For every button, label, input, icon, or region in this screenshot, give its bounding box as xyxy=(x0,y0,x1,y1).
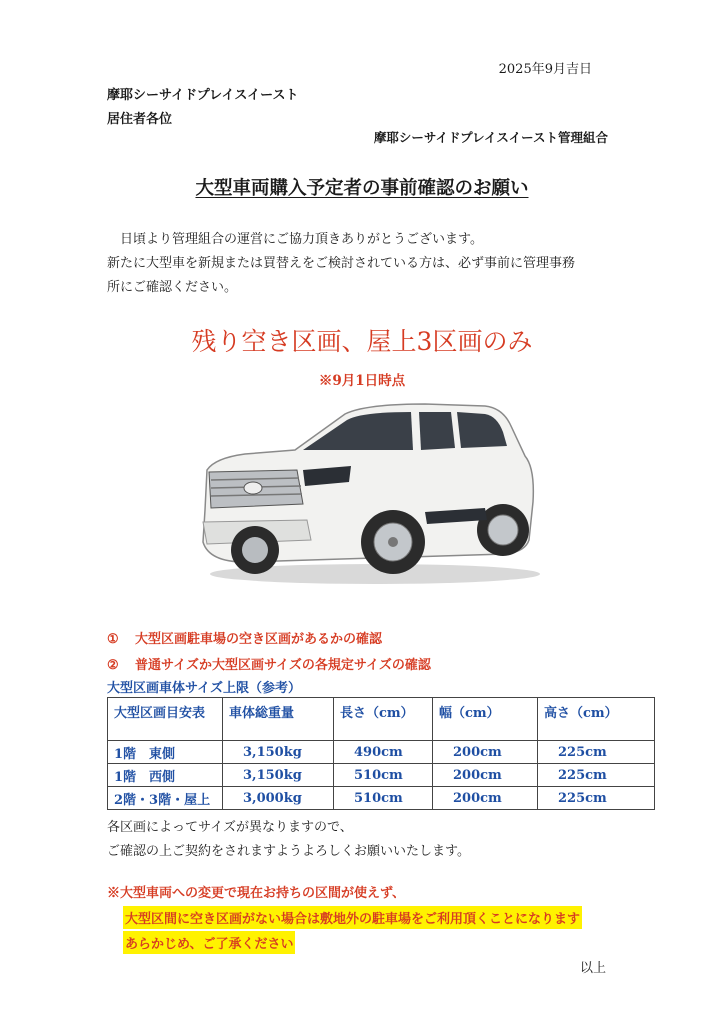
intro-line-3: 所にご確認ください。 xyxy=(107,280,238,295)
page-title: 大型車両購入予定者の事前確認のお願い xyxy=(195,178,529,199)
table-row xyxy=(108,764,655,787)
sender-association: 摩耶シーサイドプレイスイースト管理組合 xyxy=(373,130,608,145)
check-item-number: ① xyxy=(107,632,119,647)
table-cell: 200cm xyxy=(433,787,538,810)
table-cell: 510cm xyxy=(334,764,433,787)
table-cell: 490cm xyxy=(334,741,433,764)
table-cell: 1階 西側 xyxy=(108,764,223,787)
check-item-number: ② xyxy=(107,658,119,673)
suv-car-image xyxy=(185,392,545,588)
table-cell: 3,150kg xyxy=(223,741,334,764)
table-row xyxy=(108,787,655,810)
table-cell: 1階 東側 xyxy=(108,741,223,764)
availability-date-note: ※9月1日時点 xyxy=(318,373,406,389)
table-header-cell: 長さ（cm） xyxy=(334,698,433,741)
table-cell: 225cm xyxy=(538,764,655,787)
closing-mark: 以上 xyxy=(579,961,606,976)
table-header-cell: 幅（cm） xyxy=(433,698,538,741)
check-item-text: 普通サイズか大型区画サイズの各規定サイズの確認 xyxy=(135,658,431,673)
table-header-row xyxy=(108,698,655,741)
document-date: 2025年9月吉日 xyxy=(498,62,592,77)
table-cell: 225cm xyxy=(538,787,655,810)
size-table-caption: 大型区画車体サイズ上限（参考） xyxy=(107,681,301,696)
recipient-building: 摩耶シーサイドプレイスイースト xyxy=(107,88,299,103)
check-item-2 xyxy=(107,654,431,673)
size-limit-table xyxy=(107,697,655,810)
table-cell: 3,000kg xyxy=(223,787,334,810)
check-item-text: 大型区画駐車場の空き区画があるかの確認 xyxy=(135,632,383,647)
note-line-1: 各区画によってサイズが異なりますので、 xyxy=(107,820,353,835)
intro-line-1: 日頃より管理組合の運営にご協力頂きありがとうございます。 xyxy=(120,232,483,247)
intro-line-2: 新たに大型車を新規または買替えをご検討されている方は、必ず事前に管理事務 xyxy=(107,256,576,271)
table-cell: 200cm xyxy=(433,741,538,764)
table-cell: 2階・3階・屋上 xyxy=(108,787,223,810)
intro-paragraph xyxy=(107,228,627,300)
table-cell: 225cm xyxy=(538,741,655,764)
table-cell: 3,150kg xyxy=(223,764,334,787)
warning-line-3-highlighted: あらかじめ、ご了承ください xyxy=(123,931,295,954)
table-cell: 510cm xyxy=(334,787,433,810)
availability-headline: 残り空き区画、屋上3区画のみ xyxy=(191,327,533,356)
table-header-cell: 車体総重量 xyxy=(223,698,334,741)
table-row xyxy=(108,741,655,764)
table-header-cell: 高さ（cm） xyxy=(538,698,655,741)
check-item-1 xyxy=(107,628,382,647)
warning-line-2-highlighted: 大型区間に空き区画がない場合は敷地外の駐車場をご利用頂くことになります xyxy=(123,906,582,929)
table-header-cell: 大型区画目安表 xyxy=(108,698,223,741)
note-line-2: ご確認の上ご契約をされますようよろしくお願いいたします。 xyxy=(107,844,470,859)
table-cell: 200cm xyxy=(433,764,538,787)
size-note xyxy=(107,816,470,864)
warning-line-1: ※大型車両への変更で現在お持ちの区間が使えず、 xyxy=(107,886,405,901)
recipient-residents: 居住者各位 xyxy=(107,112,173,127)
